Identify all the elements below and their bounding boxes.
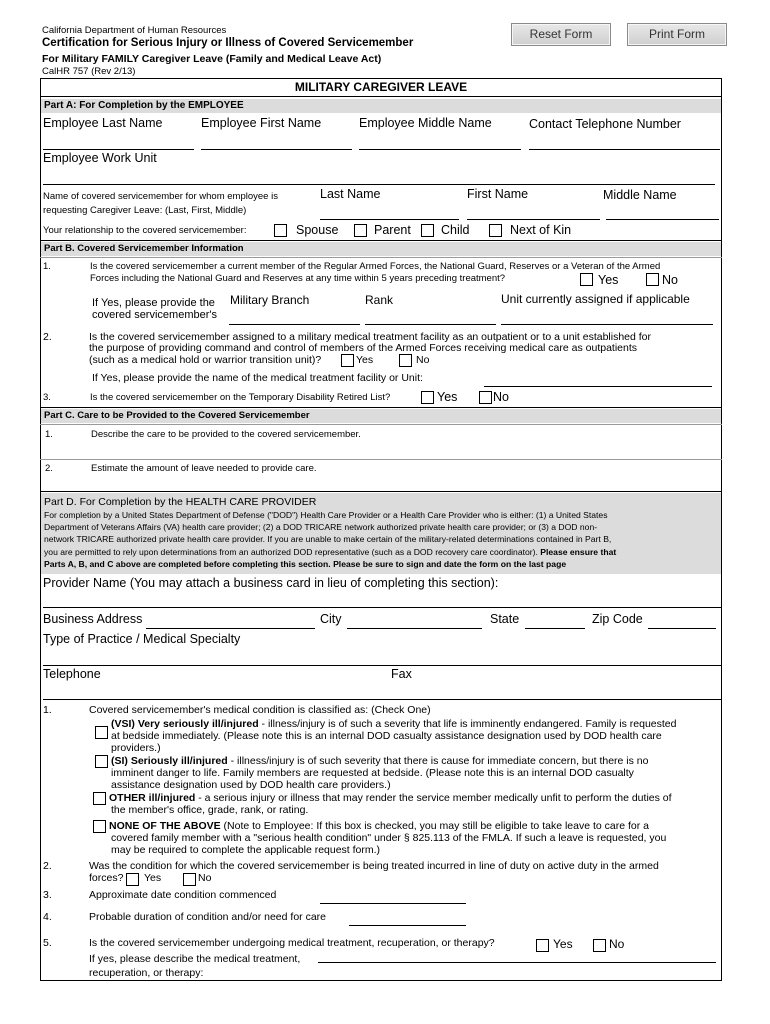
b-q1-yes-label: Yes [598,273,619,287]
label-work-unit: Employee Work Unit [43,151,157,165]
vsi-checkbox[interactable] [95,726,108,739]
label-child: Child [441,223,470,237]
telephone-fax-field[interactable] [43,699,721,700]
label-spouse: Spouse [296,223,339,237]
d-q5-number: 5. [43,937,52,949]
d-q2-no-label: No [198,872,212,884]
zip-field[interactable] [648,628,716,629]
spouse-checkbox[interactable] [274,224,287,237]
c-q1-text: Describe the care to be provided to the covered servicemember. [91,429,361,440]
d-q1-text: Covered servicemember's medical condition is classified as: (Check One) [89,704,431,716]
b-q2-line2: the purpose of providing command and control of members of the Armed Forces receiving medical care as outpatients [89,342,638,354]
form-title-line2: For Military FAMILY Caregiver Leave (Family and Medical Leave Act) [42,53,382,65]
rank-field[interactable] [365,324,496,325]
label-rank: Rank [365,293,394,307]
care-description-field[interactable] [40,459,722,460]
c-q2-text: Estimate the amount of leave needed to provide care. [91,463,317,474]
business-address-field[interactable] [146,628,315,629]
si-checkbox[interactable] [95,755,108,768]
b-q3-yes-label: Yes [437,390,458,404]
d-intro-line2: Department of Veterans Affairs (VA) health care provider; (2) a DOD TRICARE network authorized private health care provider; or (3) a DOD non- [44,522,598,532]
label-next-of-kin: Next of Kin [510,223,572,237]
none-line1: NONE OF THE ABOVE (Note to Employee: If this box is checked, you may still be eligible to take leave to care for a [109,820,650,832]
military-branch-field[interactable] [229,324,360,325]
provider-name-field[interactable] [43,607,721,608]
b-q2-yes-label: Yes [356,354,374,366]
work-unit-field[interactable] [43,184,715,185]
d-q4-number: 4. [43,911,52,923]
none-line3: may be required to complete the applicable request form.) [111,844,381,856]
part-a-heading: Part A: For Completion by the EMPLOYEE [41,99,721,113]
label-city: City [320,612,342,626]
b-q1-yes-checkbox[interactable] [580,273,593,286]
b-q1-line2: Forces including the National Guard and Reserves at any time within 5 years preceding treatment? [90,273,506,284]
part-b-heading: Part B. Covered Servicemember Information [41,242,721,256]
d-q2-number: 2. [43,860,52,872]
b-q2-line3: (such as a medical hold or warrior transition unit)? [89,354,322,366]
sm-last-field[interactable] [320,219,459,220]
d-q5-yes-checkbox[interactable] [536,939,549,952]
c-q2-number: 2. [45,463,53,474]
label-parent: Parent [374,223,411,237]
d-q2-yes-checkbox[interactable] [126,873,139,886]
part-d-heading: Part D. For Completion by the HEALTH CARE PROVIDER [44,496,317,508]
label-sm-middle: Middle Name [603,188,677,202]
treatment-description-field[interactable] [318,962,716,963]
b-q2-no-label: No [416,354,430,366]
label-employee-last-name: Employee Last Name [43,116,163,130]
label-employee-middle-name: Employee Middle Name [359,116,492,130]
si-line3: assistance designation used by DOD health care providers.) [111,779,391,791]
d-q2-line1: Was the condition for which the covered servicemember is being treated incurred in line of duty on active duty in the armed [89,860,659,872]
d-q5-yes-label: Yes [553,937,573,951]
b-q2-number: 2. [43,331,52,343]
other-line2: the member's office, grade, rank, or rating. [111,804,309,816]
si-line2: imminent danger to life. Family members are requested at bedside. (Please note this is an internal DOD casualty [111,767,634,779]
b-q2-line1: Is the covered servicemember assigned to a military medical treatment facility as an outpatient or to a unit established for [89,331,652,343]
label-unit: Unit currently assigned if applicable [501,292,690,306]
b-q3-text: Is the covered servicemember on the Temporary Disability Retired List? [90,392,391,403]
d-q5-no-checkbox[interactable] [593,939,606,952]
ifyes-line1: If Yes, please provide the [92,297,215,309]
label-sm-first: First Name [467,187,529,201]
vsi-line3: providers.) [111,742,161,754]
print-form-button[interactable]: Print Form [627,23,727,46]
b-q2-no-checkbox[interactable] [399,354,412,367]
b-q3-number: 3. [43,392,51,403]
b-q1-line1: Is the covered servicemember a current member of the Regular Armed Forces, the National Guard, Reserves or a Veteran of the Armed [90,261,661,272]
form-title-line1: Certification for Serious Injury or Illness of Covered Servicemember [42,37,414,49]
b-q1-number: 1. [43,261,51,272]
label-sm-last: Last Name [320,187,381,201]
d-q1-number: 1. [43,704,52,716]
b-q3-yes-checkbox[interactable] [421,391,434,404]
unit-field[interactable] [501,324,713,325]
child-checkbox[interactable] [421,224,434,237]
employee-first-name-field[interactable] [201,149,352,150]
label-business-address: Business Address [43,612,143,626]
d-q3-number: 3. [43,889,52,901]
label-fax: Fax [391,667,412,681]
b-q3-no-label: No [493,390,509,404]
b-q1-no-checkbox[interactable] [646,273,659,286]
employee-middle-name-field[interactable] [359,149,521,150]
next-of-kin-checkbox[interactable] [489,224,502,237]
duration-field[interactable] [349,925,466,926]
sm-first-field[interactable] [467,219,600,220]
agency-name: California Department of Human Resources [42,25,227,36]
d-intro-line4: you are permitted to rely upon determinations from an authorized DOD representative (such as a DOD recovery care coordinator). Please ensure that [44,547,617,557]
b-q3-no-checkbox[interactable] [479,391,492,404]
d-q5-text: Is the covered servicemember undergoing medical treatment, recuperation, or therapy? [89,937,495,949]
b-q2-yes-checkbox[interactable] [341,354,354,367]
date-commenced-field[interactable] [320,903,466,904]
ifyes-line2: covered servicemember's [92,309,217,321]
parent-checkbox[interactable] [354,224,367,237]
none-checkbox[interactable] [93,820,106,833]
si-line1: (SI) Seriously ill/injured - illness/injury is of such severity that there is cause for immediate concern, but there is no [111,755,649,767]
city-field[interactable] [347,628,482,629]
state-field[interactable] [525,628,585,629]
other-line1: OTHER ill/injured - a serious injury or illness that may render the service member medically unfit to perform the duties of [109,792,672,804]
sm-middle-field[interactable] [606,219,719,220]
d-q2-yes-label: Yes [144,872,162,884]
d-q2-no-checkbox[interactable] [183,873,196,886]
other-checkbox[interactable] [93,792,106,805]
d-intro-bold: Parts A, B, and C above are completed before completing this section. Please be sure to sign and date the form on the last page [44,559,567,569]
label-contact-phone: Contact Telephone Number [529,117,681,131]
d-intro-line1: For completion by a United States Department of Defense ("DOD") Health Care Provider or a Health Care Provider who is either: (1) a United States [44,510,608,520]
contact-phone-field[interactable] [529,149,720,150]
d-q5-follow1: If yes, please describe the medical treatment, [89,953,301,965]
label-provider-name: Provider Name (You may attach a business card in lieu of completing this section): [43,576,499,590]
label-state: State [490,612,520,626]
reset-form-button[interactable]: Reset Form [511,23,611,46]
b-q1-no-label: No [662,273,678,287]
d-q3-text: Approximate date condition commenced [89,889,277,901]
vsi-line1: (VSI) Very seriously ill/injured - illness/injury is of such a severity that life is imminently endangered. Family is requested [111,718,677,730]
main-title: MILITARY CAREGIVER LEAVE [294,80,468,94]
d-q2-line2: forces? [89,872,124,884]
treatment-facility-field[interactable] [484,386,712,387]
label-military-branch: Military Branch [230,293,310,307]
d-q5-no-label: No [609,937,625,951]
d-intro-line3: network TRICARE authorized private health care provider. If you are unable to make certain of the military-related determinations contained in Part B, [44,534,612,544]
form-number: CalHR 757 (Rev 2/13) [42,66,136,77]
label-practice: Type of Practice / Medical Specialty [43,632,241,646]
label-employee-first-name: Employee First Name [201,116,322,130]
label-sm-name-line1: Name of covered servicemember for whom employee is [43,191,278,202]
d-q4-text: Probable duration of condition and/or need for care [89,911,326,923]
d-q5-follow2: recuperation, or therapy: [89,967,204,979]
part-c-heading: Part C. Care to be Provided to the Covered Servicemember [41,409,721,423]
none-line2: covered family member with a "serious health condition" under § 825.113 of the FMLA. If such a leave is requested, you [111,832,667,844]
label-zip: Zip Code [592,612,643,626]
c-q1-number: 1. [45,429,53,440]
label-telephone: Telephone [43,667,101,681]
vsi-line2: at bedside immediately. (Please note this is an internal DOD casualty assistance designation used by DOD health care [111,730,662,742]
label-sm-name-line2: requesting Caregiver Leave: (Last, First, Middle) [43,205,247,216]
label-relationship: Your relationship to the covered servicemember: [43,225,247,236]
practice-field[interactable] [43,665,721,666]
employee-last-name-field[interactable] [43,149,194,150]
b-q2-follow: If Yes, please provide the name of the medical treatment facility or Unit: [92,372,423,384]
